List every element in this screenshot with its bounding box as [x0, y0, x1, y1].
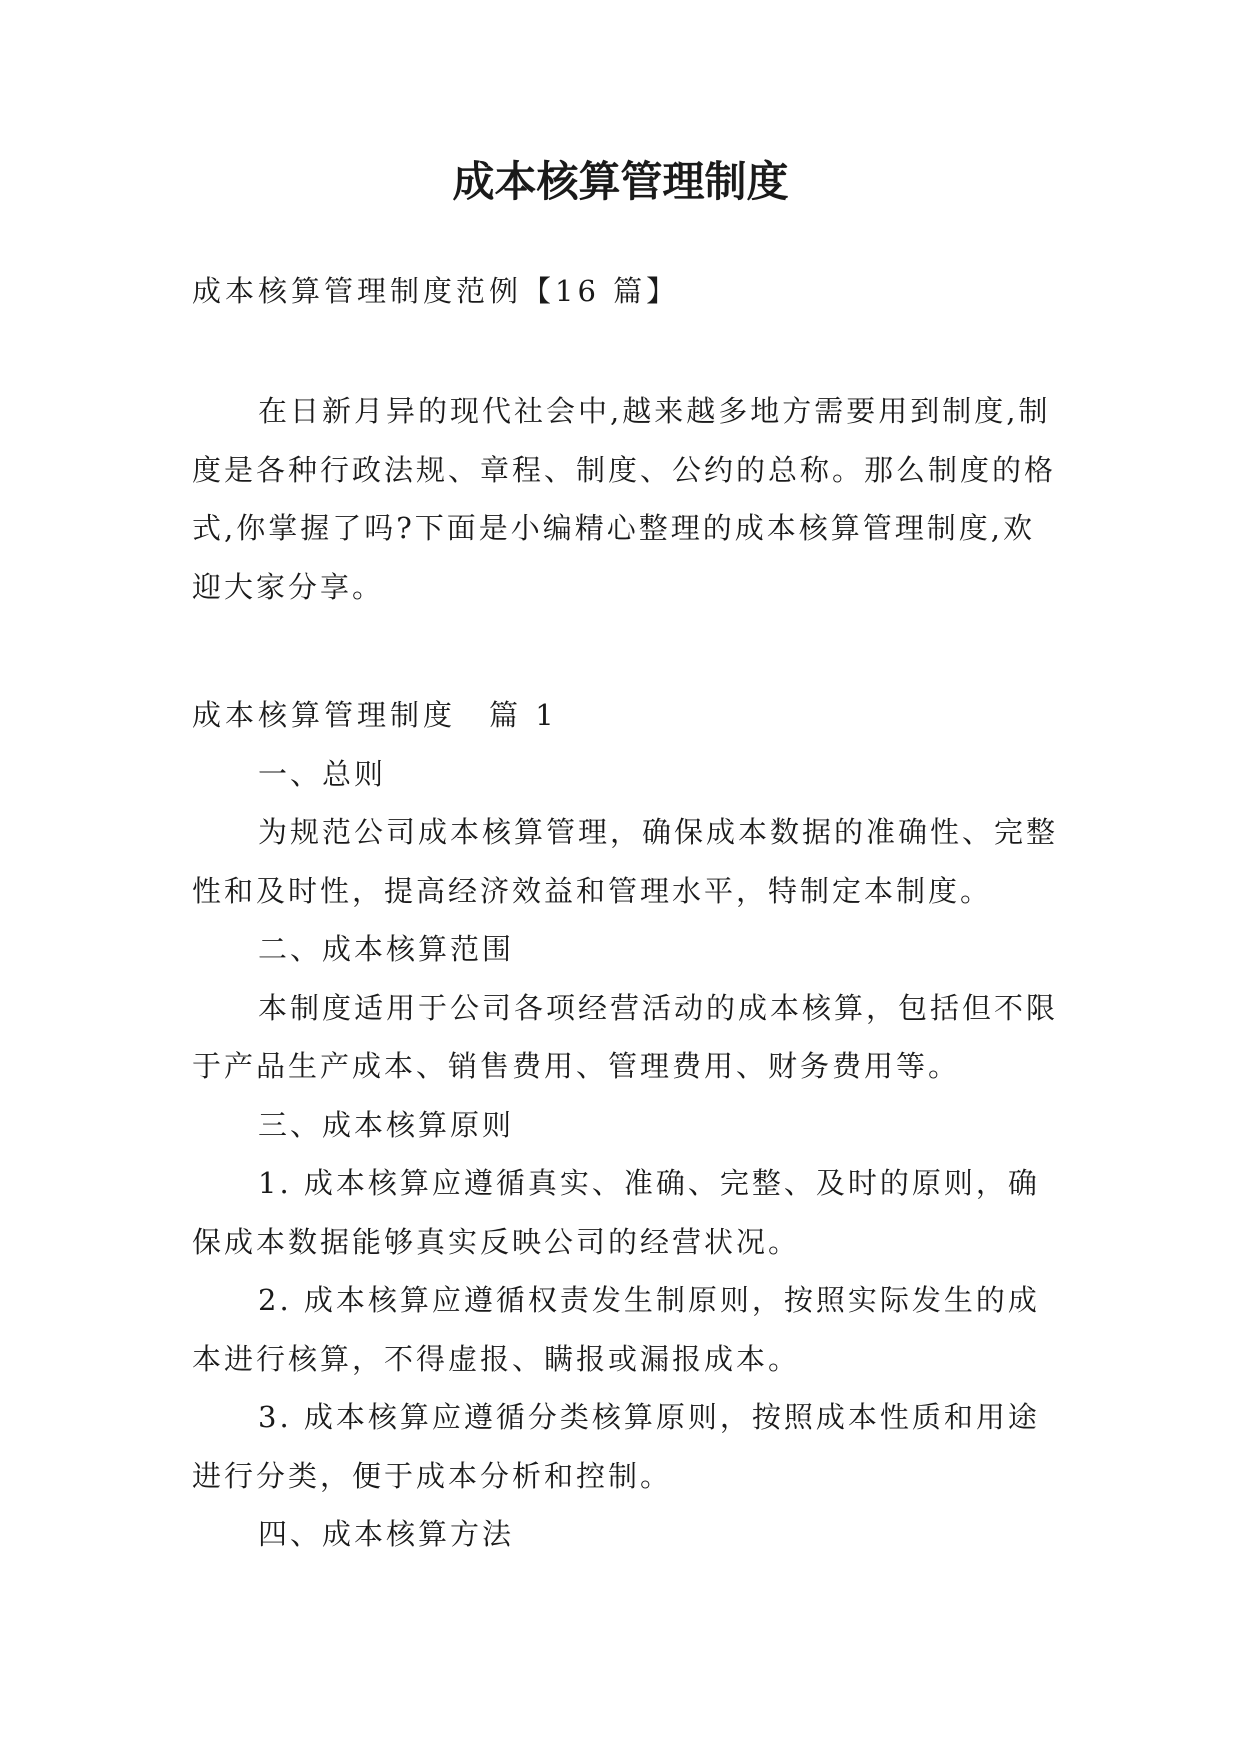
principle-item-1: 1. 成本核算应遵循真实、准确、完整、及时的原则，确保成本数据能够真实反映公司的经营状况。	[192, 1166, 1040, 1259]
section-1	[192, 686, 1062, 1564]
document-subtitle: 成本核算管理制度范例【16 篇】	[192, 274, 680, 308]
paragraph-general-provisions: 为规范公司成本核算管理，确保成本数据的准确性、完整性和及时性，提高经济效益和管理水平，特制定本制度。	[192, 815, 1059, 908]
heading-methods: 四、成本核算方法	[258, 1517, 515, 1551]
heading-scope: 二、成本核算范围	[258, 932, 515, 966]
section-heading: 成本核算管理制度 篇 1	[192, 698, 558, 732]
paragraph-scope: 本制度适用于公司各项经营活动的成本核算，包括但不限于产品生产成本、销售费用、管理费用、财务费用等。	[192, 990, 1059, 1083]
document-body	[192, 262, 1062, 1564]
heading-general-provisions: 一、总则	[258, 756, 387, 791]
intro-paragraph: 在日新月异的现代社会中,越来越多地方需要用到制度,制度是各种行政法规、章程、制度、公约的总称。那么制度的格式,你掌握了吗?下面是小编精心整理的成本核算管理制度,欢迎大家分享。	[192, 394, 1057, 604]
principle-item-3: 3. 成本核算应遵循分类核算原则，按照成本性质和用途进行分类，便于成本分析和控制。	[192, 1400, 1040, 1493]
document-title: 成本核算管理制度	[452, 157, 789, 206]
heading-principles: 三、成本核算原则	[258, 1107, 515, 1142]
principle-item-2: 2. 成本核算应遵循权责发生制原则，按照实际发生的成本进行核算，不得虚报、瞒报或漏报成本。	[192, 1283, 1040, 1376]
